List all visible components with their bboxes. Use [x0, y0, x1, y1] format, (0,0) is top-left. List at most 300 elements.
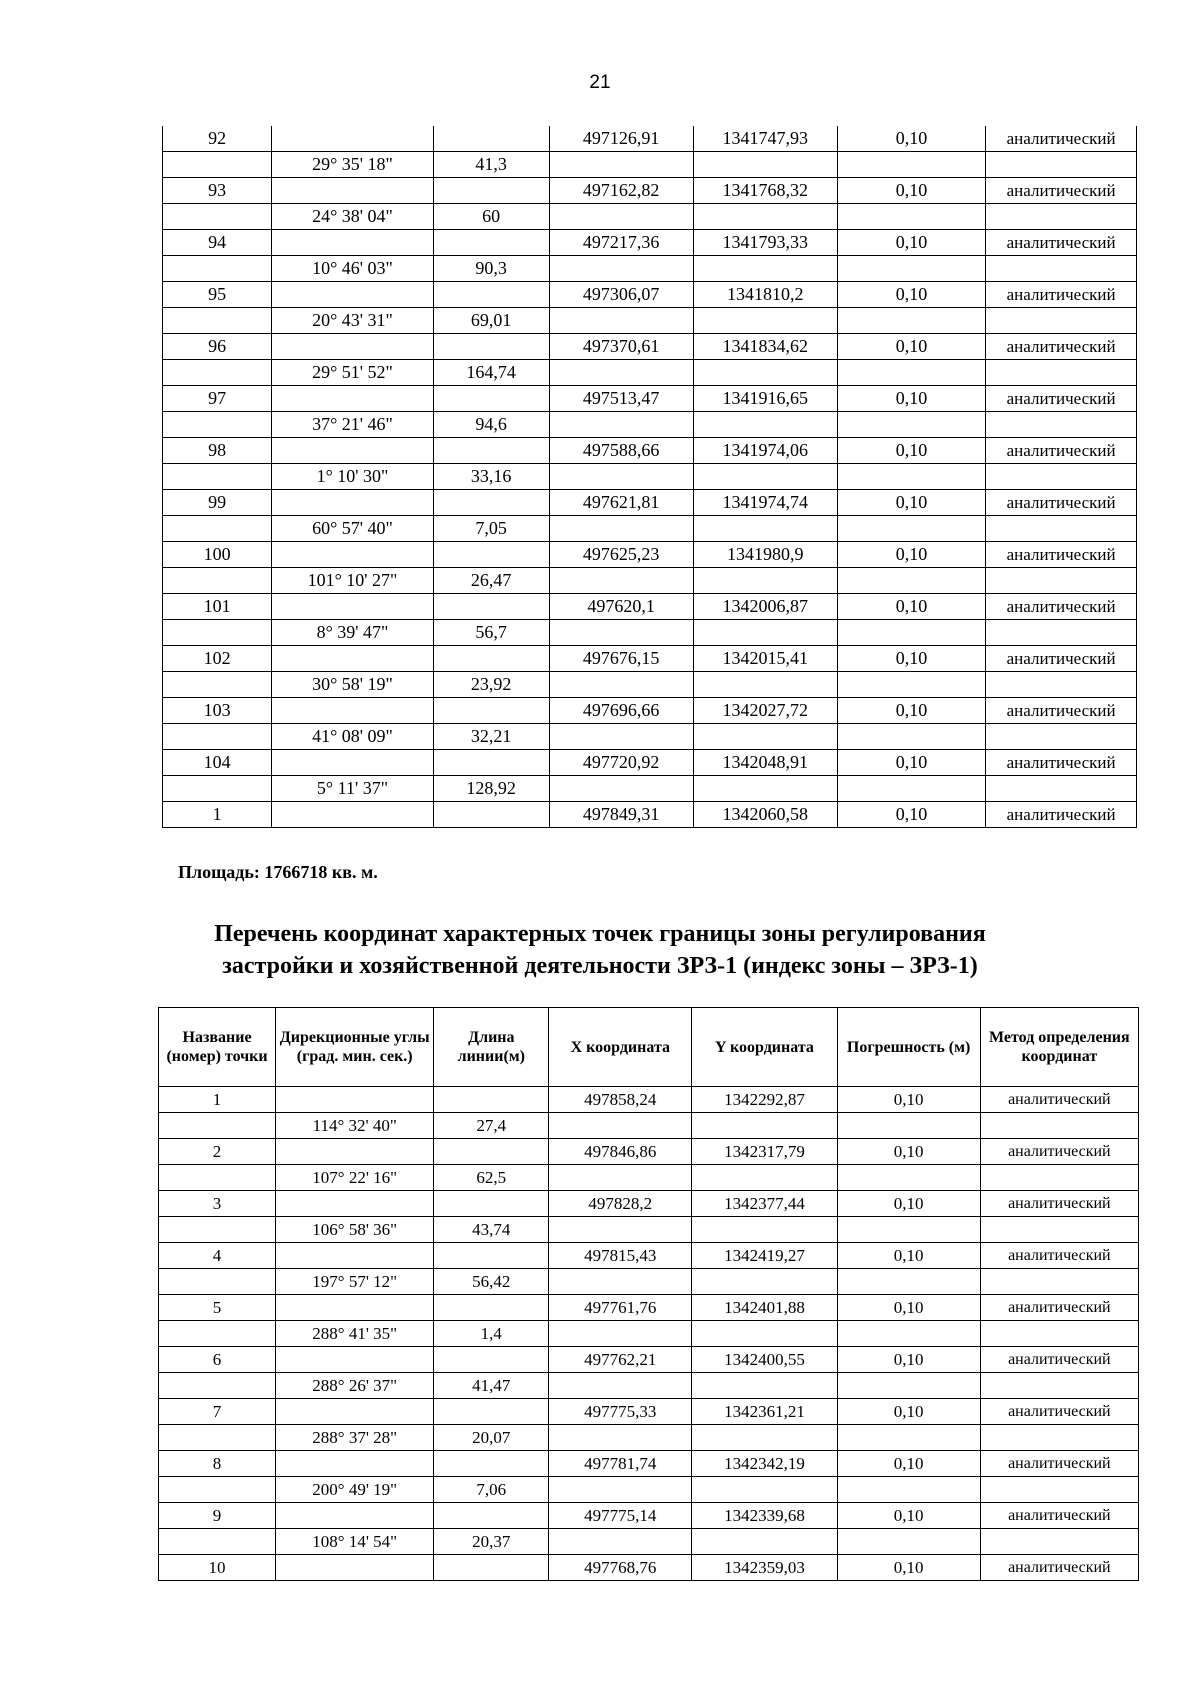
y-coordinate-cell: [692, 1113, 837, 1139]
y-coordinate-cell: 1342400,55: [692, 1347, 837, 1373]
x-coordinate-cell: 497720,92: [549, 750, 693, 776]
table-row: [159, 1295, 1139, 1321]
header-point: Название (номер) точки: [159, 1008, 276, 1087]
error-cell: [837, 1529, 980, 1555]
method-cell: [980, 1217, 1138, 1243]
method-cell: [986, 776, 1137, 802]
length-cell: 20,37: [434, 1529, 549, 1555]
y-coordinate-cell: 1341916,65: [693, 386, 837, 412]
length-cell: [433, 646, 549, 672]
method-cell: [980, 1477, 1138, 1503]
method-cell: аналитический: [986, 802, 1137, 828]
error-cell: [837, 620, 986, 646]
length-cell: 26,47: [433, 568, 549, 594]
angle-cell: 41° 08' 09": [272, 724, 434, 750]
y-coordinate-cell: 1341810,2: [693, 282, 837, 308]
point-name-cell: 100: [163, 542, 272, 568]
x-coordinate-cell: 497625,23: [549, 542, 693, 568]
y-coordinate-cell: 1342339,68: [692, 1503, 837, 1529]
angle-cell: [272, 542, 434, 568]
x-coordinate-cell: [549, 620, 693, 646]
method-cell: [986, 204, 1137, 230]
angle-cell: 200° 49' 19": [276, 1477, 434, 1503]
x-coordinate-cell: [549, 1321, 692, 1347]
x-coordinate-cell: 497126,91: [549, 126, 693, 152]
length-cell: [433, 490, 549, 516]
error-cell: [837, 1217, 980, 1243]
x-coordinate-cell: [549, 516, 693, 542]
method-cell: [986, 464, 1137, 490]
table-row: [163, 386, 1137, 412]
table-row: [159, 1321, 1139, 1347]
y-coordinate-cell: 1342317,79: [692, 1139, 837, 1165]
angle-cell: 30° 58' 19": [272, 672, 434, 698]
method-cell: [980, 1529, 1138, 1555]
x-coordinate-cell: 497588,66: [549, 438, 693, 464]
x-coordinate-cell: 497781,74: [549, 1451, 692, 1477]
error-cell: 0,10: [837, 1087, 980, 1113]
point-name-cell: 2: [159, 1139, 276, 1165]
method-cell: аналитический: [986, 386, 1137, 412]
method-cell: [980, 1425, 1138, 1451]
y-coordinate-cell: 1341980,9: [693, 542, 837, 568]
point-name-cell: 3: [159, 1191, 276, 1217]
point-name-cell: 96: [163, 334, 272, 360]
method-cell: [986, 308, 1137, 334]
table-row: [159, 1139, 1139, 1165]
length-cell: [433, 594, 549, 620]
x-coordinate-cell: 497775,14: [549, 1503, 692, 1529]
angle-cell: 37° 21' 46": [272, 412, 434, 438]
x-coordinate-cell: [549, 256, 693, 282]
method-cell: аналитический: [986, 126, 1137, 152]
error-cell: 0,10: [837, 1399, 980, 1425]
method-cell: [980, 1269, 1138, 1295]
method-cell: [986, 672, 1137, 698]
y-coordinate-cell: [693, 672, 837, 698]
table-row: [163, 646, 1137, 672]
x-coordinate-cell: 497621,81: [549, 490, 693, 516]
length-cell: 94,6: [433, 412, 549, 438]
table-row: [159, 1243, 1139, 1269]
x-coordinate-cell: 497676,15: [549, 646, 693, 672]
y-coordinate-cell: 1342006,87: [693, 594, 837, 620]
length-cell: 60: [433, 204, 549, 230]
header-x: X координата: [549, 1008, 692, 1087]
method-cell: аналитический: [986, 646, 1137, 672]
length-cell: 23,92: [433, 672, 549, 698]
error-cell: 0,10: [837, 1347, 980, 1373]
angle-cell: [272, 334, 434, 360]
table-row: [163, 152, 1137, 178]
length-cell: 20,07: [434, 1425, 549, 1451]
table-row: [159, 1113, 1139, 1139]
table-row: [159, 1373, 1139, 1399]
point-name-cell: 95: [163, 282, 272, 308]
point-name-cell: [163, 308, 272, 334]
method-cell: аналитический: [986, 490, 1137, 516]
length-cell: 41,47: [434, 1373, 549, 1399]
point-name-cell: 103: [163, 698, 272, 724]
error-cell: [837, 776, 986, 802]
point-name-cell: 92: [163, 126, 272, 152]
x-coordinate-cell: [549, 1217, 692, 1243]
x-coordinate-cell: [549, 1425, 692, 1451]
method-cell: аналитический: [980, 1399, 1138, 1425]
point-name-cell: 98: [163, 438, 272, 464]
x-coordinate-cell: 497162,82: [549, 178, 693, 204]
x-coordinate-cell: 497828,2: [549, 1191, 692, 1217]
error-cell: 0,10: [837, 1243, 980, 1269]
angle-cell: 29° 35' 18": [272, 152, 434, 178]
angle-cell: [272, 490, 434, 516]
y-coordinate-cell: [692, 1373, 837, 1399]
method-cell: аналитический: [980, 1295, 1138, 1321]
y-coordinate-cell: [693, 256, 837, 282]
length-cell: 27,4: [434, 1113, 549, 1139]
x-coordinate-cell: 497513,47: [549, 386, 693, 412]
length-cell: 33,16: [433, 464, 549, 490]
length-cell: [433, 334, 549, 360]
error-cell: [837, 1113, 980, 1139]
x-coordinate-cell: 497768,76: [549, 1555, 692, 1581]
length-cell: [434, 1347, 549, 1373]
y-coordinate-cell: [693, 724, 837, 750]
y-coordinate-cell: [693, 776, 837, 802]
length-cell: [433, 282, 549, 308]
table-row: [159, 1477, 1139, 1503]
table-row: [163, 542, 1137, 568]
y-coordinate-cell: 1341974,74: [693, 490, 837, 516]
table-row: [163, 594, 1137, 620]
error-cell: 0,10: [837, 1451, 980, 1477]
table-row: [159, 1217, 1139, 1243]
method-cell: аналитический: [986, 282, 1137, 308]
error-cell: 0,10: [837, 1295, 980, 1321]
method-cell: [986, 568, 1137, 594]
error-cell: 0,10: [837, 698, 986, 724]
x-coordinate-cell: [549, 1113, 692, 1139]
angle-cell: [272, 386, 434, 412]
y-coordinate-cell: 1342060,58: [693, 802, 837, 828]
angle-cell: 114° 32' 40": [276, 1113, 434, 1139]
point-name-cell: 1: [163, 802, 272, 828]
method-cell: [980, 1113, 1138, 1139]
error-cell: 0,10: [837, 594, 986, 620]
error-cell: 0,10: [837, 542, 986, 568]
point-name-cell: [159, 1113, 276, 1139]
angle-cell: [276, 1503, 434, 1529]
method-cell: аналитический: [986, 230, 1137, 256]
y-coordinate-cell: [693, 568, 837, 594]
length-cell: 62,5: [434, 1165, 549, 1191]
angle-cell: [272, 230, 434, 256]
x-coordinate-cell: 497306,07: [549, 282, 693, 308]
length-cell: [433, 178, 549, 204]
header-method: Метод определения координат: [980, 1008, 1138, 1087]
angle-cell: 1° 10' 30": [272, 464, 434, 490]
y-coordinate-cell: [693, 152, 837, 178]
y-coordinate-cell: [693, 620, 837, 646]
y-coordinate-cell: 1341793,33: [693, 230, 837, 256]
length-cell: [433, 750, 549, 776]
error-cell: 0,10: [837, 178, 986, 204]
table-row: [159, 1503, 1139, 1529]
table-row: [159, 1269, 1139, 1295]
error-cell: [837, 360, 986, 386]
point-name-cell: 97: [163, 386, 272, 412]
table-row: [163, 724, 1137, 750]
angle-cell: 8° 39' 47": [272, 620, 434, 646]
x-coordinate-cell: [549, 412, 693, 438]
table-header-row: [159, 1008, 1139, 1087]
table-row: [163, 256, 1137, 282]
error-cell: [837, 152, 986, 178]
table-row: [163, 204, 1137, 230]
length-cell: [433, 126, 549, 152]
x-coordinate-cell: 497761,76: [549, 1295, 692, 1321]
y-coordinate-cell: [693, 308, 837, 334]
point-name-cell: 9: [159, 1503, 276, 1529]
y-coordinate-cell: [692, 1217, 837, 1243]
error-cell: [837, 308, 986, 334]
table-row: [159, 1191, 1139, 1217]
y-coordinate-cell: 1342377,44: [692, 1191, 837, 1217]
error-cell: 0,10: [837, 230, 986, 256]
table-row: [159, 1087, 1139, 1113]
y-coordinate-cell: 1342342,19: [692, 1451, 837, 1477]
length-cell: 43,74: [434, 1217, 549, 1243]
table-row: [159, 1529, 1139, 1555]
error-cell: [837, 204, 986, 230]
x-coordinate-cell: [549, 464, 693, 490]
y-coordinate-cell: [692, 1529, 837, 1555]
angle-cell: 60° 57' 40": [272, 516, 434, 542]
x-coordinate-cell: 497849,31: [549, 802, 693, 828]
error-cell: 0,10: [837, 1503, 980, 1529]
length-cell: [434, 1503, 549, 1529]
table-row: [159, 1165, 1139, 1191]
table-row: [163, 776, 1137, 802]
point-name-cell: [159, 1477, 276, 1503]
table2-body: [159, 1087, 1139, 1581]
point-name-cell: [163, 724, 272, 750]
method-cell: аналитический: [986, 334, 1137, 360]
method-cell: аналитический: [980, 1191, 1138, 1217]
error-cell: 0,10: [837, 438, 986, 464]
angle-cell: [276, 1451, 434, 1477]
y-coordinate-cell: [693, 360, 837, 386]
angle-cell: 101° 10' 27": [272, 568, 434, 594]
y-coordinate-cell: [692, 1425, 837, 1451]
error-cell: [837, 516, 986, 542]
y-coordinate-cell: 1342419,27: [692, 1243, 837, 1269]
x-coordinate-cell: 497370,61: [549, 334, 693, 360]
table-row: [159, 1451, 1139, 1477]
angle-cell: [276, 1347, 434, 1373]
error-cell: 0,10: [837, 1139, 980, 1165]
point-name-cell: [163, 256, 272, 282]
method-cell: аналитический: [980, 1451, 1138, 1477]
header-length: Длина линии(м): [434, 1008, 549, 1087]
method-cell: аналитический: [980, 1139, 1138, 1165]
length-cell: [434, 1139, 549, 1165]
length-cell: [434, 1295, 549, 1321]
length-cell: 164,74: [433, 360, 549, 386]
table-row: [163, 438, 1137, 464]
length-cell: 69,01: [433, 308, 549, 334]
point-name-cell: 8: [159, 1451, 276, 1477]
x-coordinate-cell: 497620,1: [549, 594, 693, 620]
y-coordinate-cell: [692, 1477, 837, 1503]
y-coordinate-cell: 1342359,03: [692, 1555, 837, 1581]
angle-cell: [272, 802, 434, 828]
y-coordinate-cell: [693, 412, 837, 438]
x-coordinate-cell: 497858,24: [549, 1087, 692, 1113]
point-name-cell: [163, 464, 272, 490]
x-coordinate-cell: [549, 724, 693, 750]
x-coordinate-cell: [549, 1165, 692, 1191]
length-cell: 90,3: [433, 256, 549, 282]
angle-cell: [272, 594, 434, 620]
x-coordinate-cell: [549, 672, 693, 698]
y-coordinate-cell: 1342401,88: [692, 1295, 837, 1321]
y-coordinate-cell: 1342048,91: [693, 750, 837, 776]
table-row: [163, 178, 1137, 204]
error-cell: 0,10: [837, 750, 986, 776]
point-name-cell: [163, 204, 272, 230]
method-cell: [986, 256, 1137, 282]
length-cell: [434, 1191, 549, 1217]
method-cell: [986, 516, 1137, 542]
method-cell: аналитический: [980, 1243, 1138, 1269]
table-row: [159, 1399, 1139, 1425]
point-name-cell: 94: [163, 230, 272, 256]
error-cell: [837, 1373, 980, 1399]
error-cell: [837, 256, 986, 282]
y-coordinate-cell: [692, 1269, 837, 1295]
method-cell: [980, 1321, 1138, 1347]
point-name-cell: [159, 1425, 276, 1451]
length-cell: 1,4: [434, 1321, 549, 1347]
error-cell: [837, 1321, 980, 1347]
length-cell: 128,92: [433, 776, 549, 802]
y-coordinate-cell: 1341768,32: [693, 178, 837, 204]
table-row: [163, 750, 1137, 776]
angle-cell: [276, 1191, 434, 1217]
y-coordinate-cell: [693, 516, 837, 542]
error-cell: [837, 1477, 980, 1503]
angle-cell: 108° 14' 54": [276, 1529, 434, 1555]
point-name-cell: [163, 568, 272, 594]
point-name-cell: [163, 620, 272, 646]
angle-cell: [272, 126, 434, 152]
point-name-cell: 104: [163, 750, 272, 776]
angle-cell: [276, 1295, 434, 1321]
method-cell: [986, 724, 1137, 750]
point-name-cell: [159, 1529, 276, 1555]
y-coordinate-cell: 1342027,72: [693, 698, 837, 724]
section-title-line1: Перечень координат характерных точек границы зоны регулирования: [214, 921, 986, 947]
x-coordinate-cell: 497846,86: [549, 1139, 692, 1165]
angle-cell: [272, 438, 434, 464]
length-cell: [434, 1451, 549, 1477]
method-cell: аналитический: [980, 1087, 1138, 1113]
length-cell: [433, 542, 549, 568]
y-coordinate-cell: [692, 1165, 837, 1191]
length-cell: 56,7: [433, 620, 549, 646]
y-coordinate-cell: [693, 464, 837, 490]
length-cell: [433, 698, 549, 724]
y-coordinate-cell: 1341974,06: [693, 438, 837, 464]
error-cell: 0,10: [837, 646, 986, 672]
method-cell: аналитический: [986, 750, 1137, 776]
x-coordinate-cell: 497217,36: [549, 230, 693, 256]
angle-cell: [276, 1555, 434, 1581]
table-row: [163, 412, 1137, 438]
y-coordinate-cell: 1342292,87: [692, 1087, 837, 1113]
table-row: [163, 490, 1137, 516]
x-coordinate-cell: [549, 1529, 692, 1555]
angle-cell: 106° 58' 36": [276, 1217, 434, 1243]
method-cell: [980, 1373, 1138, 1399]
x-coordinate-cell: 497815,43: [549, 1243, 692, 1269]
point-name-cell: [159, 1269, 276, 1295]
table-row: [163, 230, 1137, 256]
x-coordinate-cell: [549, 568, 693, 594]
error-cell: 0,10: [837, 490, 986, 516]
method-cell: [980, 1165, 1138, 1191]
point-name-cell: 4: [159, 1243, 276, 1269]
x-coordinate-cell: [549, 776, 693, 802]
angle-cell: 20° 43' 31": [272, 308, 434, 334]
point-name-cell: 93: [163, 178, 272, 204]
x-coordinate-cell: 497762,21: [549, 1347, 692, 1373]
point-name-cell: [163, 152, 272, 178]
x-coordinate-cell: [549, 1477, 692, 1503]
coordinates-table-continued: [162, 126, 1137, 828]
angle-cell: [276, 1243, 434, 1269]
length-cell: 56,42: [434, 1269, 549, 1295]
error-cell: [837, 1165, 980, 1191]
point-name-cell: 7: [159, 1399, 276, 1425]
angle-cell: 10° 46' 03": [272, 256, 434, 282]
coordinates-table-zrz1: [158, 1007, 1139, 1581]
point-name-cell: [163, 776, 272, 802]
table-row: [163, 620, 1137, 646]
method-cell: аналитический: [980, 1503, 1138, 1529]
table-row: [163, 802, 1137, 828]
y-coordinate-cell: 1342361,21: [692, 1399, 837, 1425]
table-row: [159, 1347, 1139, 1373]
method-cell: аналитический: [980, 1555, 1138, 1581]
y-coordinate-cell: 1341834,62: [693, 334, 837, 360]
table-row: [163, 516, 1137, 542]
error-cell: 0,10: [837, 1191, 980, 1217]
x-coordinate-cell: 497775,33: [549, 1399, 692, 1425]
point-name-cell: [159, 1373, 276, 1399]
length-cell: [434, 1399, 549, 1425]
error-cell: 0,10: [837, 126, 986, 152]
point-name-cell: [163, 672, 272, 698]
angle-cell: [272, 178, 434, 204]
angle-cell: 24° 38' 04": [272, 204, 434, 230]
header-error: Погрешность (м): [837, 1008, 980, 1087]
error-cell: [837, 412, 986, 438]
x-coordinate-cell: [549, 204, 693, 230]
section-title-line2: застройки и хозяйственной деятельности ЗРЗ-1 (индекс зоны – ЗРЗ-1): [222, 953, 978, 979]
point-name-cell: 6: [159, 1347, 276, 1373]
